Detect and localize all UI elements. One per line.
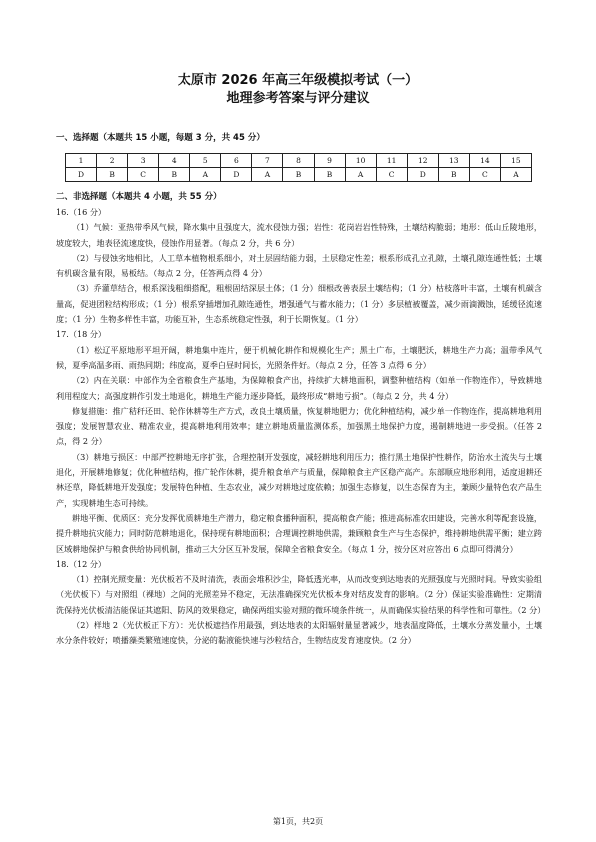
answer-cell: B — [438, 168, 469, 182]
answer-cell: B — [283, 168, 314, 182]
answer-table — [65, 153, 532, 182]
answer-table-number-row — [66, 154, 532, 168]
q16-part-2: （2）与侵蚀劣地相比，人工草本植物根系细小，对土层固结能力弱，土层稳定性差；根系形成孔立孔隙，土壤孔隙连通性低；土壤有机碳含量有限，易板结。（每点 2 分，任答两点得 4 分） — [56, 252, 542, 279]
answer-cell: A — [252, 168, 283, 182]
question-number-cell: 14 — [469, 154, 500, 168]
question-number-cell: 7 — [252, 154, 283, 168]
q18-part-2: （2）样地 2（光伏板正下方）：光伏板遮挡作用最强，到达地表的太阳辐射量显著减少，地表温度降低，土壤水分蒸发量小，土壤水分条件较好；喷播藻类繁殖速度快，分泌的黏液能快速与沙粒结合，生物结皮发育速度快。（2 分） — [56, 620, 542, 646]
question-number-cell: 6 — [221, 154, 252, 168]
answer-cell: D — [407, 168, 438, 182]
answer-cell: A — [190, 168, 221, 182]
answer-cell: B — [314, 168, 345, 182]
q16-label: 16.（16 分） — [56, 207, 107, 217]
question-number-cell: 2 — [97, 154, 128, 168]
question-number-cell: 9 — [314, 154, 345, 168]
question-number-cell: 11 — [376, 154, 407, 168]
answer-cell: C — [469, 168, 500, 182]
answer-cell: D — [66, 168, 97, 182]
q16-part-1: （1）气候：亚热带季风气候，降水集中且强度大，流水侵蚀力强；岩性：花岗岩岩性特殊，土壤结构脆弱；地形：低山丘陵地形，坡度较大，地表径流速度快，侵蚀作用显著。（每点 2 分，共 6 分） — [56, 222, 542, 248]
question-number-cell: 8 — [283, 154, 314, 168]
q17-balanced-zone: 耕地平衡、优质区：充分发挥优质耕地生产潜力，稳定粮食播种面积，提高粮食产能；推进高标准农田建设，完善水利等配套设施，提升耕地抗灾能力；同时防范耕地退化，保持现有耕地面积；合理调控耕地供需，兼顾粮食生产与生态保护，维持耕地供需平衡；建立跨区域耕地保护与粮食供给协同机制，推动三大分区互补发展，保障全省粮食安全。（每点 1 分，按分区对应答出 6 点即可得满分） — [56, 512, 542, 554]
question-number-cell: 4 — [159, 154, 190, 168]
question-number-cell: 15 — [500, 154, 531, 168]
answer-cell: C — [376, 168, 407, 182]
q17-part-3: （3）耕地亏损区：中部严控耕地无序扩张，合理控制开发强度，减轻耕地利用压力；推行黑土地保护性耕作，防治水土流失与土壤退化，开展耕地修复；优化种植结构，推广轮作休耕，提升粮食单产与质量，保障粮食主产区稳产高产。东部顺应地形利用，适度退耕还林还草，降低耕地开发强度；发展特色种植、生态农业，减少对耕地过度依赖；加强生态修复，以生态保育为主，兼顾少量特色农产品生产，实现耕地生态可持续。 — [56, 451, 542, 508]
question-number-cell: 12 — [407, 154, 438, 168]
q17-part-1: （1）松辽平原地形平坦开阔，耕地集中连片，便于机械化耕作和规模化生产；黑土广布，土壤肥沃，耕地生产力高；温带季风气候，夏季高温多雨、雨热同期；纬度高，夏季白昼时间长，光照条件好。（每点 2 分，任答 3 点得 6 分） — [56, 344, 542, 370]
answer-cell: D — [221, 168, 252, 182]
section-2-heading: 二、非选择题（本题共 4 小题，共 55 分） — [56, 192, 222, 202]
question-number-cell: 13 — [438, 154, 469, 168]
answer-cell: B — [97, 168, 128, 182]
q17-label: 17.（18 分） — [56, 329, 107, 340]
answer-cell: C — [128, 168, 159, 182]
answer-table-answer-row — [66, 168, 532, 182]
answer-cell: A — [500, 168, 531, 182]
question-number-cell: 1 — [66, 154, 97, 168]
document-title — [0, 72, 596, 108]
question-number-cell: 5 — [190, 154, 221, 168]
question-number-cell: 3 — [128, 154, 159, 168]
page-number: 第1页，共2页 — [272, 817, 324, 826]
q16-part-3: （3）乔灌草结合，根系深浅粗细搭配，粗根固结深层土体；（1 分）细根改善表层土壤结构；（1 分）枯枝落叶丰富，土壤有机碳含量高，促进团粒结构形成；（1 分）根系穿插增加孔隙连通性，增强通气与蓄水能力；（1 分）多层植被覆盖，减少雨滴溅蚀，延缓径流速度；（1 分）生物多样性丰富，功能互补，生态系统稳定性强，利于长期恢复。（1 分） — [56, 283, 542, 325]
q17-part-2: （2）内在关联：中部作为全省粮食生产基地，为保障粮食产出，持续扩大耕地面积，调整种植结构（如单一作物连作），导致耕地利用程度大；高强度耕作引发土地退化，耕地生产能力逐步降低，最终形成“耕地亏损”。（每点 2 分，共 4 分） — [56, 375, 542, 401]
q17-repair-measures: 修复措施：推广秸秆还田、轮作休耕等生产方式，改良土壤质量，恢复耕地肥力；优化种植结构，减少单一作物连作，提高耕地利用强度；发展智慧农业、精准农业，提高耕地利用效率；建立耕地质量监测体系，加强黑土地保护力度，遏制耕地进一步受损。（任答 2 点，得 2 分） — [56, 405, 542, 447]
q18-part-1: （1）控制光照变量：光伏板若不及时清洗，表面会堆积沙尘，降低透光率，从而改变到达地表的光照强度与光照时间。导致实验组（光伏板下）与对照组（裸地）之间的光照差异不稳定，无法准确探究光伏板本身对结皮发育的影响。（2 分）保证实验准确性：定期清洗保持光伏板清洁能保证其遮阳、防风的效果稳定，确保两组实验对照的微环境条件统一，从而确保实验结果的科学性和可靠性。（2 分） — [56, 574, 546, 615]
answer-cell: B — [159, 168, 190, 182]
section-1-heading: 一、选择题（本题共 15 小题，每题 3 分，共 45 分） — [56, 133, 265, 143]
title-line-2: 地理参考答案与评分建议 — [226, 91, 370, 106]
question-number-cell: 10 — [345, 154, 376, 168]
q18-label: 18.（12 分） — [56, 558, 107, 569]
answer-cell: A — [345, 168, 376, 182]
title-line-1: 太原市 2026 年高三年级模拟考试（一） — [177, 73, 419, 88]
answers-body — [56, 205, 546, 649]
